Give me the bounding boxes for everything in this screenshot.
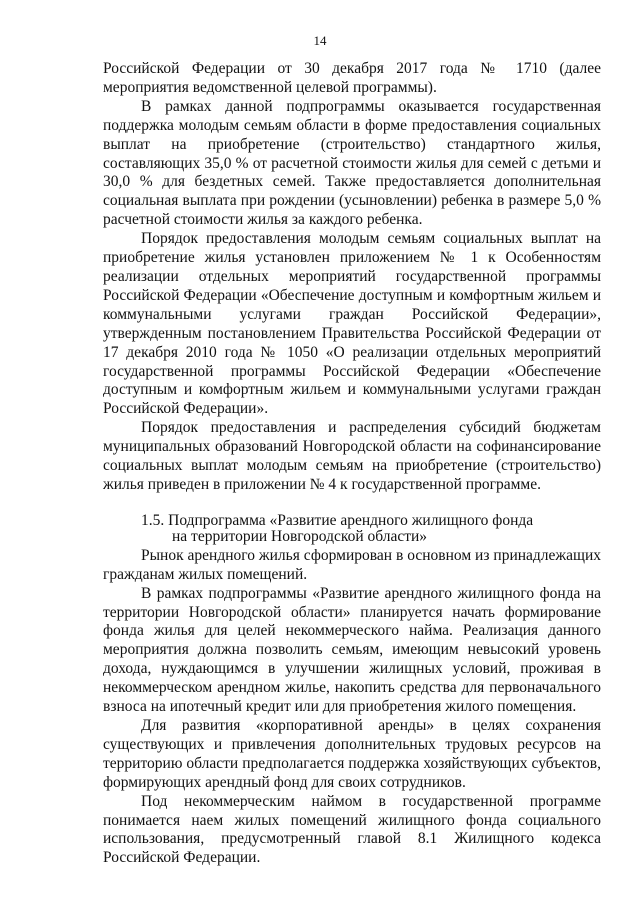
paragraph-subsidy-distribution: Порядок предоставления и распределения субсидий бюджетам муниципальных образований Новгородской области на софинансирование социальных выплат молодым семьям на приобретение (строительство) жилья приведен в приложении № 4 к государственной программе.	[103, 419, 601, 493]
section-heading	[103, 513, 601, 545]
document-body	[103, 60, 601, 868]
paragraph-payment-procedure: Порядок предоставления молодым семьям социальных выплат на приобретение жилья установлен приложением № 1 к Особенностям реализации отдельных мероприятий государственной программы Российской Федерации «Обеспечение доступным и комфортным жильем и коммунальными услугами граждан Российской Федерации», утвержденным постановлением Правительства Российской Федерации от 17 декабря 2010 года № 1050 «О реализации отдельных мероприятий государственной программы Российской Федерации «Обеспечение доступным и комфортным жильем и коммунальными услугами граждан Российской Федерации».	[103, 230, 601, 418]
paragraph-state-support: В рамках данной подпрограммы оказывается государственная поддержка молодым семьям области в форме предоставления социальных выплат на приобретение (строительство) стандартного жилья, составляющих 35,0 % от расчетной стоимости жилья для семей с детьми и 30,0 % для бездетных семей. Также предоставляется дополнительная социальная выплата при рождении (усыновлении) ребенка в размере 5,0 % расчетной стоимости жилья за каждого ребенка.	[103, 97, 601, 229]
paragraph-continuation: Российской Федерации от 30 декабря 2017 года № 1710 (далее мероприятия ведомственной целевой программы).	[103, 60, 601, 96]
section-heading-line-2: на территории Новгородской области»	[172, 527, 428, 545]
page-number: 14	[313, 33, 327, 48]
paragraph-noncommercial-lease: Под некоммерческим наймом в государственной программе понимается наем жилых помещений жилищного фонда социального использования, предусмотренный главой 8.1 Жилищного кодекса Российской Федерации.	[103, 792, 601, 867]
paragraph-rental-fund-program: В рамках подпрограммы «Развитие арендного жилищного фонда на территории Новгородской области» планируется начать формирование фонда жилья для целей некоммерческого найма. Реализация данного мероприятия должна позволить семьям, имеющим невысокий уровень дохода, нуждающимся в улучшении жилищных условий, проживая в некоммерческом арендном жилье, накопить средства для первоначального взноса на ипотечный кредит или для приобретения жилого помещения.	[103, 584, 601, 716]
paragraph-rental-market: Рынок арендного жилья сформирован в основном из принадлежащих гражданам жилых помещений.	[103, 546, 601, 583]
section-heading-line-1: 1.5. Подпрограмма «Развитие арендного жилищного фонда	[141, 511, 534, 529]
paragraph-corporate-rental: Для развития «корпоративной аренды» в целях сохранения существующих и привлечения дополнительных трудовых ресурсов на территорию области предполагается поддержка хозяйствующих субъектов, формирующих арендный фонд для своих сотрудников.	[103, 717, 601, 791]
